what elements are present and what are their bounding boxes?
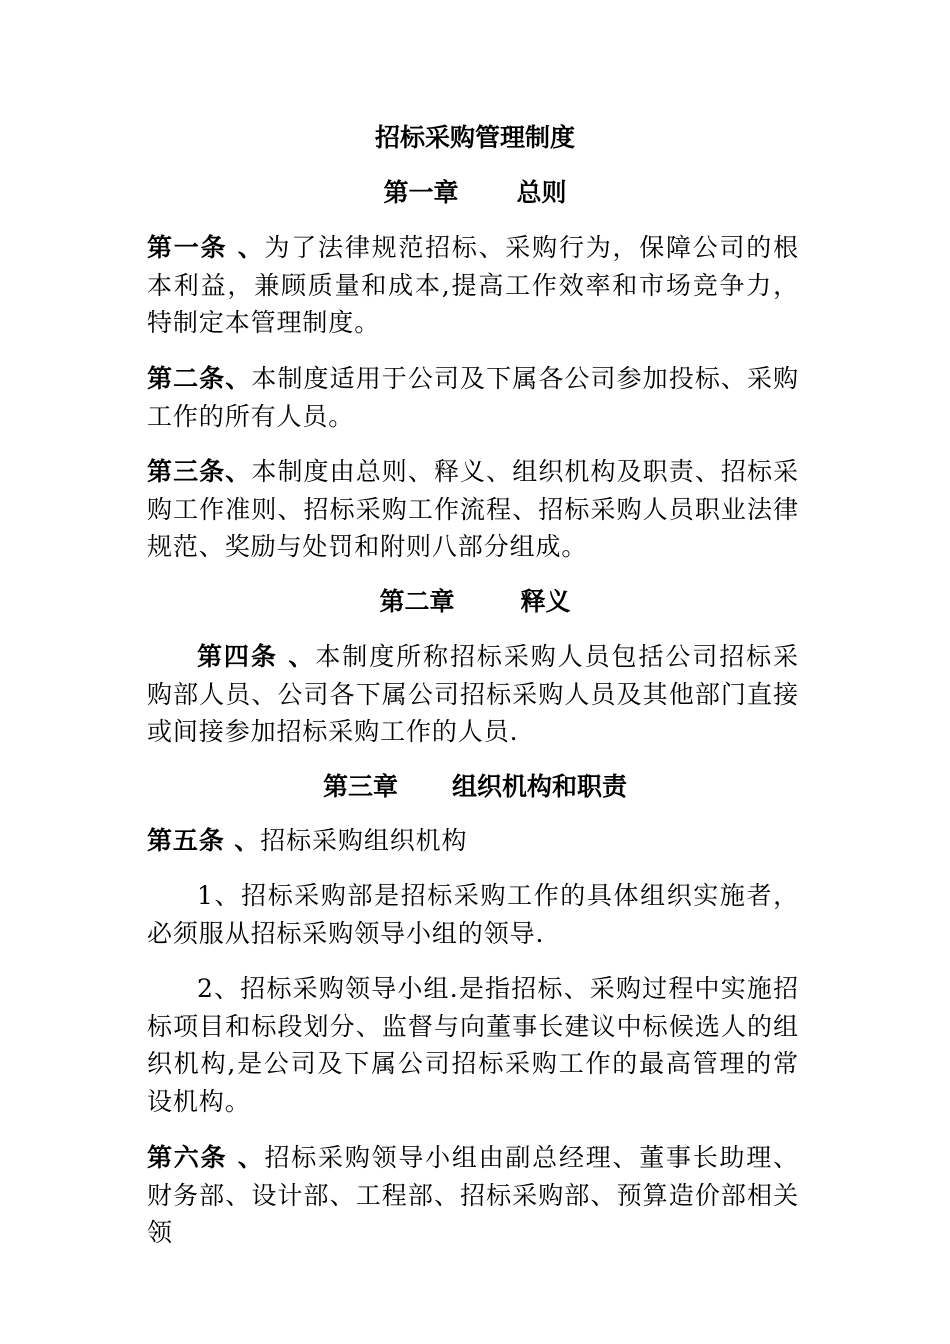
chapter-number: 第三章: [322, 772, 398, 801]
document-title: 招标采购管理制度: [374, 123, 575, 152]
article-5: [147, 822, 799, 860]
chapter-heading-2: [0, 584, 950, 620]
article-6: [147, 1139, 799, 1252]
article-lead: 第六条 、: [147, 1143, 265, 1172]
chapter-heading-3: [0, 769, 950, 805]
chapter-number: 第一章: [383, 178, 459, 207]
article-lead: 第四条 、: [197, 642, 316, 671]
article-text: 招标采购组织机构: [260, 826, 468, 855]
article-lead: 第二条、: [147, 364, 252, 393]
article-lead: 第三条、: [147, 457, 252, 486]
article-4: [147, 638, 799, 751]
chapter-name: 释义: [520, 587, 571, 616]
article-lead: 第五条 、: [147, 826, 261, 855]
article-text: 本制度由总则、释义、组织机构及职责、招标采购工作准则、招标采购工作流程、招标采购人员职业法律规范、奖励与处罚和附则八部分组成。: [147, 457, 799, 561]
article-3: [147, 453, 799, 566]
article-5-item-2: [147, 970, 799, 1120]
article-text: 为了法律规范招标、采购行为，保障公司的根本利益，兼顾质量和成本,提高工作效率和市场竞争力，特制定本管理制度。: [147, 233, 799, 337]
article-2: [147, 360, 799, 435]
chapter-name: 组织机构和职责: [452, 772, 628, 801]
chapter-heading-1: [0, 175, 950, 211]
article-1: [147, 229, 799, 342]
article-5-item-1: [147, 877, 799, 952]
chapter-name: 总则: [516, 178, 567, 207]
chapter-number: 第二章: [379, 587, 455, 616]
article-text: 本制度适用于公司及下属各公司参加投标、采购工作的所有人员。: [147, 364, 799, 431]
article-text: 本制度所称招标采购人员包括公司招标采购部人员、公司各下属公司招标采购人员及其他部门直接或间接参加招标采购工作的人员.: [147, 642, 799, 746]
article-text: 2、招标采购领导小组.是指招标、采购过程中实施招标项目和标段划分、监督与向董事长建议中标候选人的组织机构,是公司及下属公司招标采购工作的最高管理的常设机构。: [147, 974, 799, 1116]
article-text: 招标采购领导小组由副总经理、董事长助理、财务部、设计部、工程部、招标采购部、预算造价部相关领: [147, 1143, 799, 1247]
article-lead: 第一条 、: [147, 233, 265, 262]
article-text: 1、招标采购部是招标采购工作的具体组织实施者，必须服从招标采购领导小组的领导.: [147, 881, 799, 948]
